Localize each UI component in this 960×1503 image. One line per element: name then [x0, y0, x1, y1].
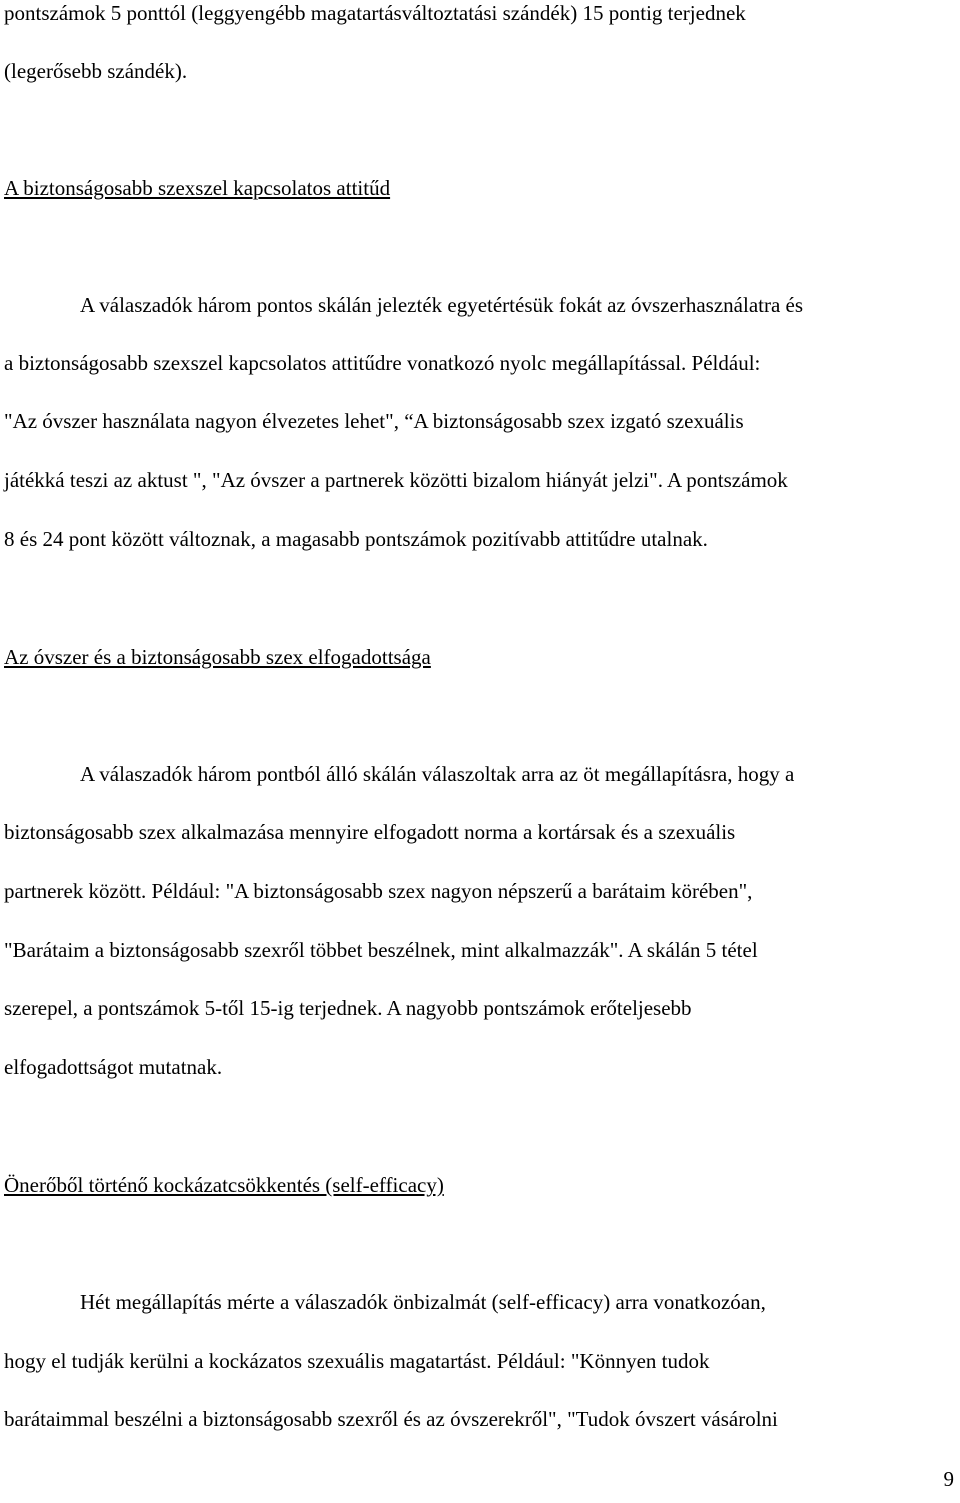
- intro-line-1: pontszámok 5 ponttól (leggyengébb magatartásváltoztatási szándék) 15 pontig terjednek: [4, 1, 746, 25]
- self-efficacy-line-1: Hét megállapítás mérte a válaszadók önbizalmát (self-efficacy) arra vonatkozóan,: [80, 1290, 766, 1314]
- intro-line-2: (legerősebb szándék).: [4, 59, 188, 83]
- self-efficacy-line-2: hogy el tudják kerülni a kockázatos szexuális magatartást. Például: "Könnyen tudok: [4, 1349, 710, 1373]
- acceptance-line-1: A válaszadók három pontból álló skálán válaszoltak arra az öt megállapításra, hogy a: [80, 762, 795, 786]
- acceptance-line-3: partnerek között. Például: "A biztonságosabb szex nagyon népszerű a barátaim körében",: [4, 879, 753, 903]
- acceptance-line-2: biztonságosabb szex alkalmazása mennyire elfogadott norma a kortársak és a szexuális: [4, 820, 736, 844]
- section-heading-attitude: A biztonságosabb szexszel kapcsolatos attitűd: [4, 176, 391, 200]
- section-heading-acceptance: Az óvszer és a biztonságosabb szex elfogadottsága: [4, 645, 431, 669]
- attitude-line-5: 8 és 24 pont között változnak, a magasabb pontszámok pozitívabb attitűdre utalnak.: [4, 527, 708, 551]
- page-number: 9: [943, 1467, 954, 1491]
- attitude-line-3: "Az óvszer használata nagyon élvezetes lehet", “A biztonságosabb szex izgató szexuális: [4, 409, 744, 433]
- section-heading-self-efficacy: Önerőből történő kockázatcsökkentés (self-efficacy): [4, 1173, 444, 1197]
- acceptance-line-4: "Barátaim a biztonságosabb szexről többet beszélnek, mint alkalmazzák". A skálán 5 tétel: [4, 938, 758, 962]
- self-efficacy-line-3: barátaimmal beszélni a biztonságosabb szexről és az óvszerekről", "Tudok óvszert vásárolni: [4, 1407, 778, 1431]
- acceptance-line-5: szerepel, a pontszámok 5-től 15-ig terjednek. A nagyobb pontszámok erőteljesebb: [4, 996, 692, 1020]
- attitude-line-4: játékká teszi az aktust ", "Az óvszer a partnerek közötti bizalom hiányát jelzi". A pontszámok: [4, 468, 788, 492]
- attitude-line-1: A válaszadók három pontos skálán jelezték egyetértésük fokát az óvszerhasználatra és: [80, 293, 804, 317]
- acceptance-line-6: elfogadottságot mutatnak.: [4, 1055, 223, 1079]
- attitude-line-2: a biztonságosabb szexszel kapcsolatos attitűdre vonatkozó nyolc megállapítással. Például:: [4, 351, 761, 375]
